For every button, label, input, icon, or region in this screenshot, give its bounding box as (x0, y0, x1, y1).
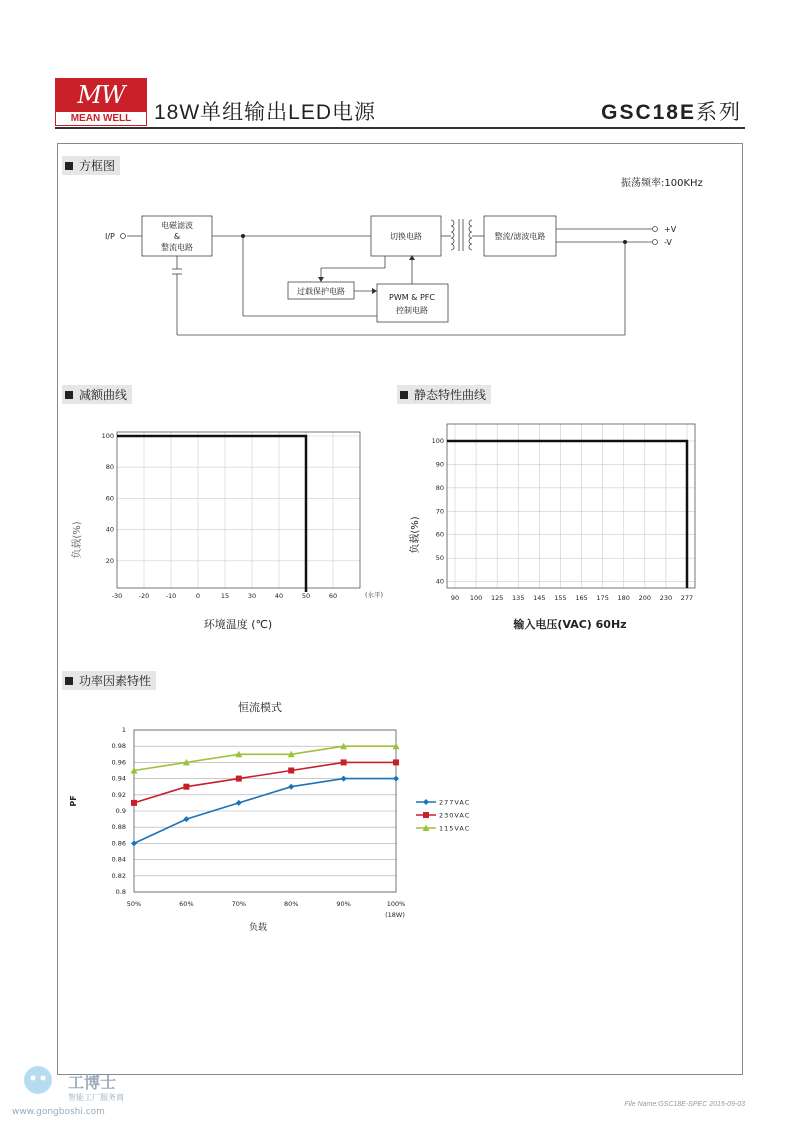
y-tick-label: 1 (121, 726, 126, 734)
x-tick-label: 135 (512, 594, 525, 602)
y-tick-label: 100 (101, 432, 114, 440)
x-tick-label: 100% (386, 900, 406, 908)
y-tick-label: 0.96 (111, 758, 126, 767)
derating-y-label: 负载(%) (72, 521, 83, 559)
y-tick-label: 100 (431, 437, 444, 445)
y-tick-label: 0.92 (111, 790, 126, 799)
section-derating (62, 385, 132, 404)
x-tick-label: 165 (575, 594, 588, 602)
static-chart (400, 420, 720, 640)
x-tick-label: 40 (274, 592, 284, 600)
x-tick-label: 277 (680, 594, 694, 602)
pf-y-label: PF (69, 795, 78, 807)
input-label: I/P (105, 232, 115, 241)
y-tick-label: 90 (435, 460, 444, 469)
block-diagram (0, 0, 800, 360)
watermark (10, 1052, 160, 1122)
section-static (397, 385, 491, 404)
series-line-115VAC (134, 746, 396, 770)
x-tick-label: 90 (450, 594, 460, 602)
pf-x-tick-extra: (18W) (385, 911, 405, 919)
robot-icon (24, 1066, 52, 1094)
y-tick-label: 0.84 (111, 855, 126, 864)
data-point (131, 840, 137, 846)
pwm-line-1: PWM & PFC (389, 293, 435, 302)
out-pos-label: +V (664, 225, 677, 234)
y-tick-label: 50 (435, 554, 444, 563)
legend-label: 277VAC (439, 798, 471, 807)
x-tick-label: 180 (617, 594, 630, 602)
derating-curve (117, 436, 306, 592)
oscillation-frequency: 振荡频率:100KHz (621, 178, 703, 189)
y-tick-label: 40 (105, 525, 114, 534)
y-tick-label: 0.82 (111, 871, 126, 880)
x-tick-label: -20 (138, 592, 150, 600)
pwm-box (377, 284, 448, 322)
overload-label: 过载保护电路 (297, 287, 345, 296)
x-tick-label: 80% (283, 900, 299, 908)
out-neg-label: -V (664, 238, 672, 247)
x-tick-label: 145 (533, 594, 546, 602)
y-tick-label: 80 (105, 463, 114, 472)
logo-mark: MW (55, 78, 147, 111)
y-tick-label: 40 (435, 577, 444, 586)
x-tick-label: 60% (179, 900, 194, 908)
x-tick-label: 50 (301, 592, 311, 600)
data-point (288, 784, 294, 790)
series-suffix: 系列 (696, 101, 742, 124)
derating-x-label: 环境温度 (℃) (203, 618, 273, 631)
series-code: GSC18E (601, 101, 696, 124)
legend-marker (423, 799, 429, 805)
static-y-label: 负载(%) (410, 516, 421, 554)
data-point (341, 759, 347, 765)
pf-x-label: 负载 (248, 923, 268, 933)
x-tick-label: 200 (638, 594, 652, 602)
x-tick-label: -30 (111, 592, 123, 600)
pf-chart (60, 690, 500, 940)
pf-title: 恒流模式 (238, 701, 282, 714)
pwm-line-2: 控制电路 (396, 306, 428, 315)
section-title: 功率因素特性 (79, 674, 152, 688)
footer-file-name: File Name:GSC18E-SPEC 2015-09-03 (624, 1101, 745, 1108)
watermark-sub: 智能工厂服务商 (68, 1093, 124, 1102)
x-tick-label: 70% (231, 900, 247, 908)
series-line-230VAC (134, 762, 396, 803)
section-title: 减额曲线 (79, 388, 128, 402)
section-pf (62, 671, 156, 690)
x-tick-label: -10 (165, 592, 177, 600)
page-title: 18W单组输出LED电源 (154, 101, 377, 124)
x-tick-label: 155 (554, 594, 567, 602)
data-point (393, 759, 399, 765)
legend-marker (423, 812, 429, 818)
data-point (131, 800, 137, 806)
x-tick-label: 100 (469, 594, 483, 602)
y-tick-label: 60 (435, 530, 444, 539)
watermark-name: 工博士 (68, 1073, 117, 1092)
static-x-label: 输入电压(VAC) 60Hz (513, 618, 627, 631)
x-tick-label: 60 (328, 592, 338, 600)
derating-chart (60, 420, 390, 640)
data-point (393, 776, 399, 782)
y-tick-label: 0.88 (111, 823, 126, 832)
x-tick-label: 15 (220, 592, 230, 600)
data-point (183, 816, 189, 822)
emi-line-2: & (173, 232, 181, 241)
x-tick-label: 50% (126, 900, 142, 908)
y-tick-label: 0.94 (111, 774, 126, 783)
section-title: 静态特性曲线 (414, 388, 487, 402)
x-tick-label: 0 (195, 592, 201, 600)
y-tick-label: 70 (435, 507, 444, 516)
data-point (341, 776, 347, 782)
y-tick-label: 0.86 (111, 839, 126, 848)
emi-line-3: 整流电路 (161, 243, 193, 252)
switching-label: 切换电路 (390, 232, 422, 241)
x-tick-label: 90% (336, 900, 351, 908)
y-tick-label: 60 (105, 494, 114, 503)
derating-x-unit: (水平) (365, 591, 384, 599)
data-point (183, 784, 189, 790)
rectifier-label: 整流/滤波电路 (494, 232, 546, 241)
y-tick-label: 0.9 (115, 807, 126, 815)
data-point (288, 768, 294, 774)
legend-label: 115VAC (439, 824, 471, 833)
y-tick-label: 80 (435, 483, 444, 492)
y-tick-label: 0.8 (115, 888, 126, 896)
watermark-url: www.gongboshi.com (12, 1107, 105, 1117)
emi-line-1: 电磁滤波 (161, 221, 193, 230)
data-point (236, 776, 242, 782)
x-tick-label: 125 (490, 594, 504, 602)
x-tick-label: 30 (247, 592, 257, 600)
y-tick-label: 0.98 (111, 742, 126, 751)
x-tick-label: 175 (596, 594, 609, 602)
section-title: 方框图 (79, 159, 116, 173)
logo-text: MEAN WELL (55, 111, 147, 126)
x-tick-label: 230 (659, 594, 673, 602)
y-tick-label: 20 (105, 556, 114, 565)
legend-label: 230VAC (439, 811, 471, 820)
static-curve (447, 441, 687, 588)
data-point (236, 800, 242, 806)
